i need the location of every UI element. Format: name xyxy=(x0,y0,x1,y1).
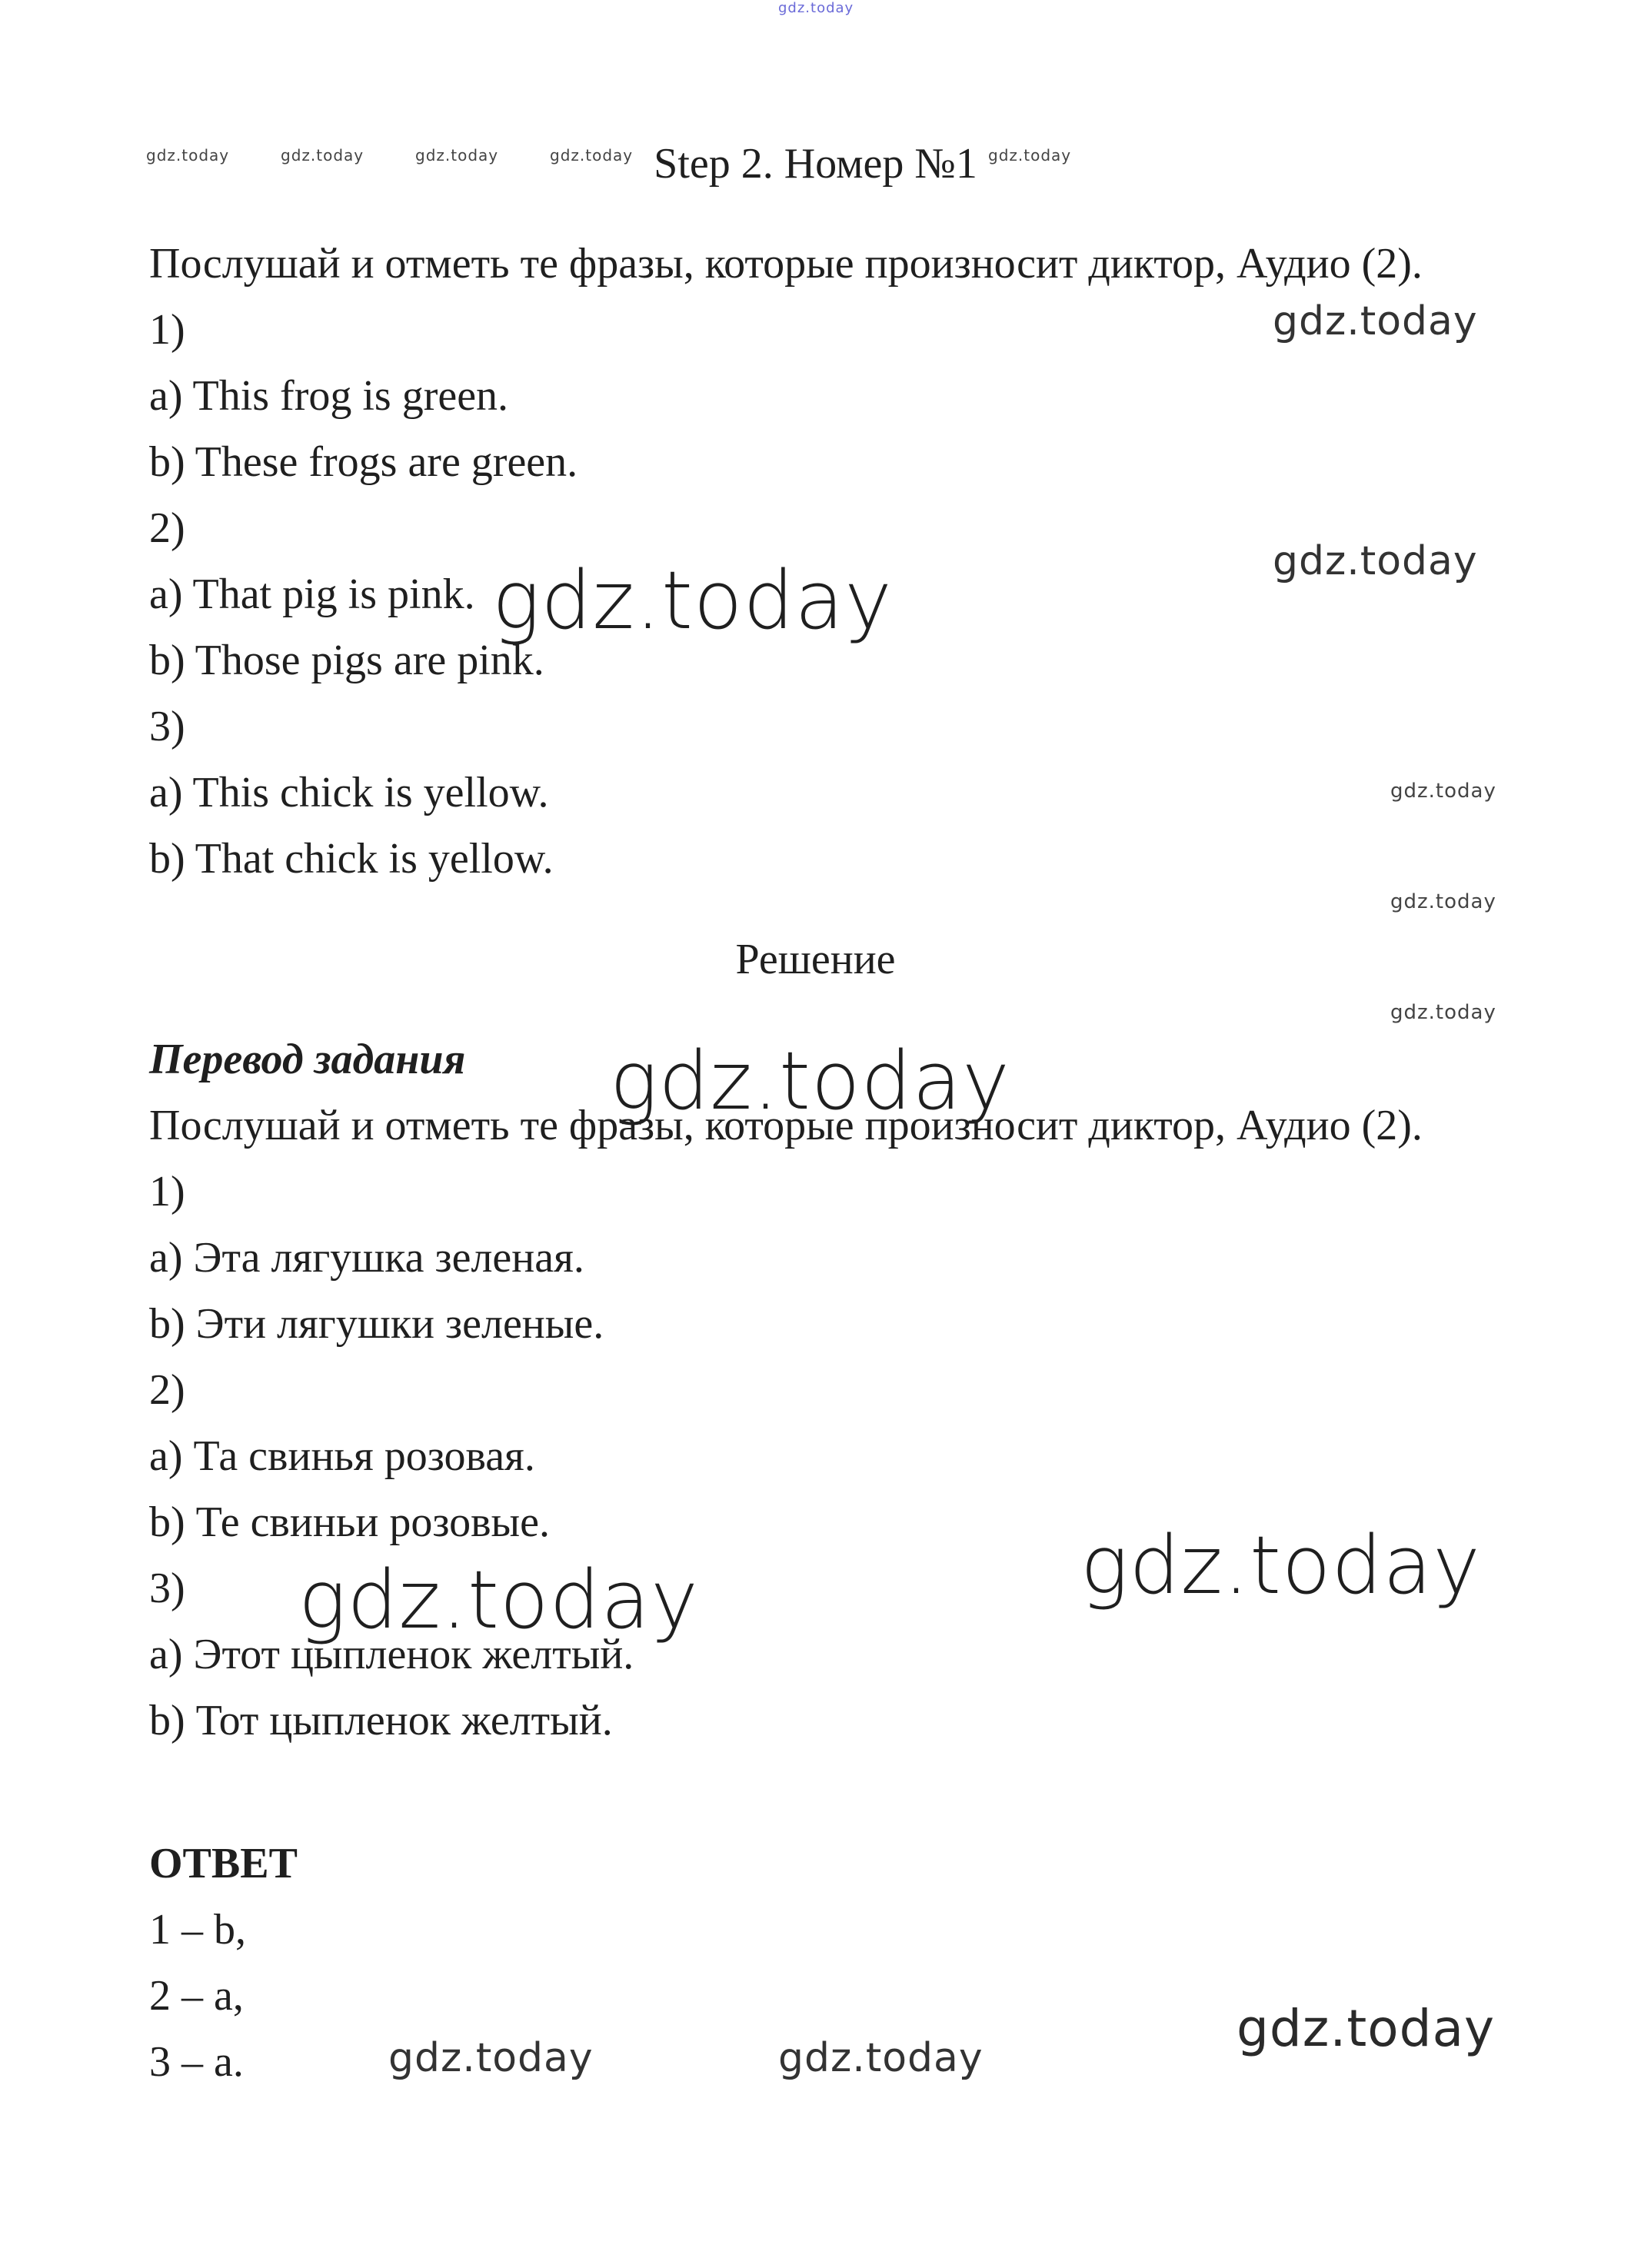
translation-heading: Перевод задания xyxy=(149,1036,466,1083)
translation-item-1-option-b: b) Эти лягушки зеленые. xyxy=(149,1300,604,1348)
watermark-top: gdz.today xyxy=(778,0,854,16)
answer-line-2: 2 – a, xyxy=(149,1972,244,2020)
watermark-small: gdz.today xyxy=(281,146,364,165)
watermark-medium: gdz.today xyxy=(388,2035,594,2081)
watermark-small: gdz.today xyxy=(146,146,230,165)
answer-line-1: 1 – b, xyxy=(149,1906,246,1954)
watermark-small: gdz.today xyxy=(988,146,1072,165)
translation-item-3-option-b: b) Тот цыпленок желтый. xyxy=(149,1697,613,1744)
watermark-large: gdz.today xyxy=(610,1034,1010,1128)
task-item-2-option-a: a) That pig is pink. xyxy=(149,570,475,618)
task-item-1-option-b: b) These frogs are green. xyxy=(149,438,578,486)
translation-instruction: Послушай и отметь те фразы, которые произносит диктор, Аудио (2). xyxy=(149,1102,1423,1149)
task-item-3-option-a: a) This chick is yellow. xyxy=(149,769,549,816)
watermark-small: gdz.today xyxy=(550,146,634,165)
watermark-large: gdz.today xyxy=(1080,1518,1481,1612)
watermark-small: gdz.today xyxy=(1390,1001,1496,1024)
task-item-1-number: 1) xyxy=(149,306,185,354)
task-item-3-option-b: b) That chick is yellow. xyxy=(149,835,554,883)
task-item-2-option-b: b) Those pigs are pink. xyxy=(149,637,544,684)
answer-heading: ОТВЕТ xyxy=(149,1840,298,1887)
translation-item-2-option-a: a) Та свинья розовая. xyxy=(149,1432,535,1480)
page-title: Step 2. Номер №1 xyxy=(654,140,977,188)
task-instruction: Послушай и отметь те фразы, которые произносит диктор, Аудио (2). xyxy=(149,240,1423,288)
task-item-3-number: 3) xyxy=(149,703,185,750)
watermark-large: gdz.today xyxy=(298,1553,699,1647)
watermark-medium: gdz.today xyxy=(1273,538,1478,584)
answer-line-3: 3 – a. xyxy=(149,2038,244,2086)
watermark-small: gdz.today xyxy=(1390,780,1496,803)
translation-item-3-option-a: a) Этот цыпленок желтый. xyxy=(149,1631,634,1678)
translation-item-2-option-b: b) Те свиньи розовые. xyxy=(149,1498,551,1546)
watermark-large: gdz.today xyxy=(492,554,893,647)
translation-item-1-option-a: a) Эта лягушка зеленая. xyxy=(149,1234,584,1282)
translation-item-2-number: 2) xyxy=(149,1366,185,1414)
watermark-small: gdz.today xyxy=(415,146,499,165)
translation-item-1-number: 1) xyxy=(149,1168,185,1215)
translation-item-3-number: 3) xyxy=(149,1565,185,1612)
watermark-small: gdz.today xyxy=(1390,890,1496,913)
watermark-medium: gdz.today xyxy=(778,2035,984,2081)
task-item-1-option-a: a) This frog is green. xyxy=(149,372,509,420)
watermark-medium: gdz.today xyxy=(1273,298,1478,344)
watermark-large: gdz.today xyxy=(1237,1999,1496,2058)
solution-heading: Решение xyxy=(735,936,896,983)
task-item-2-number: 2) xyxy=(149,504,185,552)
